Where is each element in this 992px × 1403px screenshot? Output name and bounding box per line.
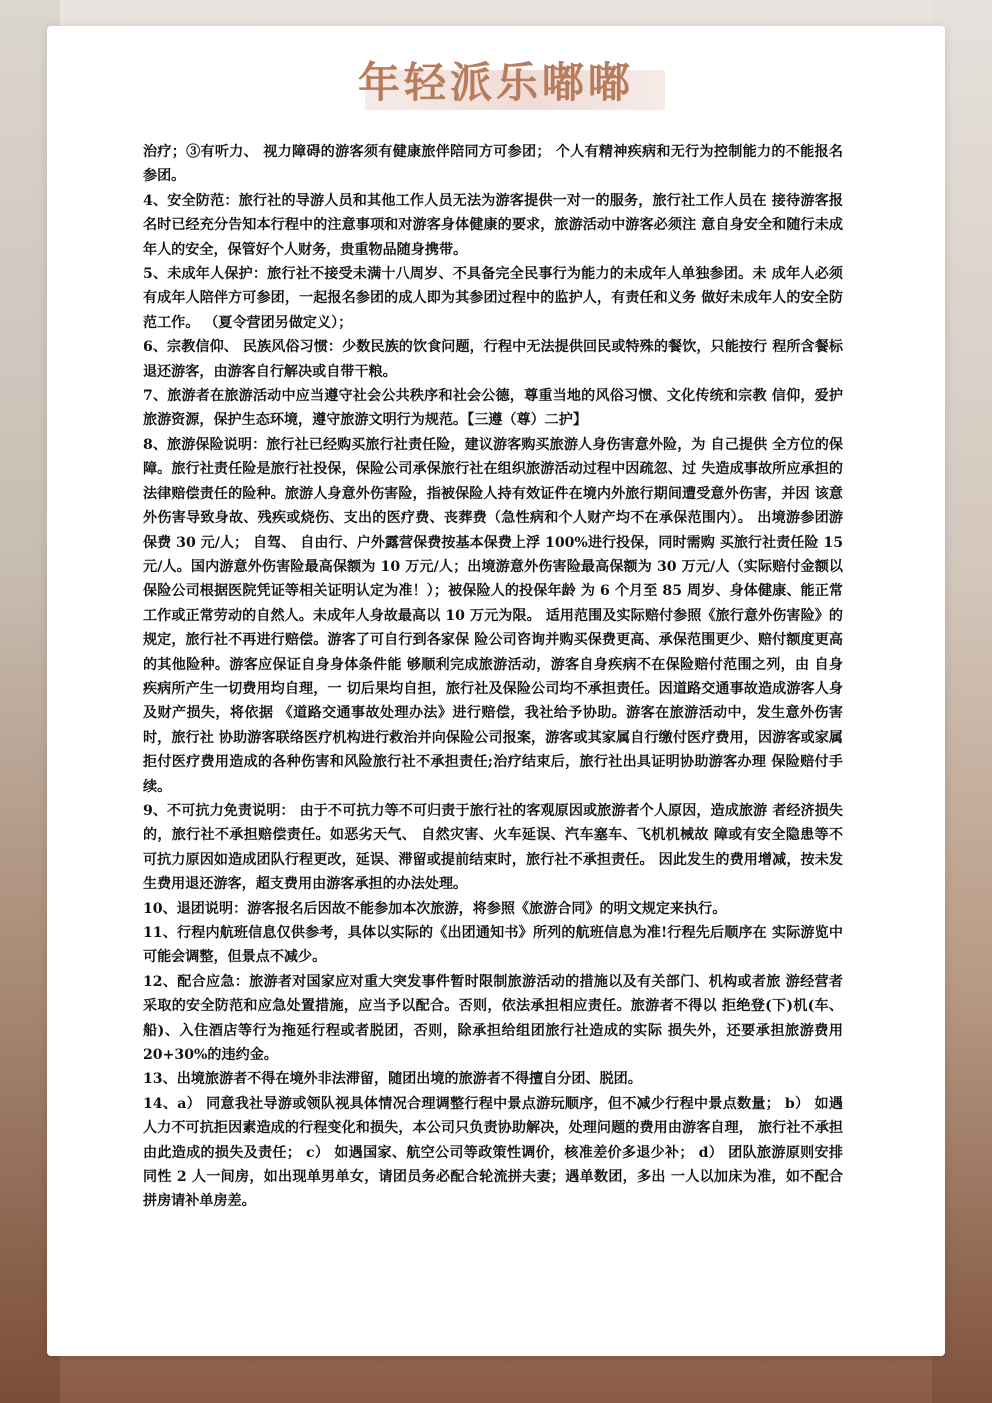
document-body bbox=[143, 140, 843, 1214]
paragraph-safety: 4、安全防范：旅行社的导游人员和其他工作人员无法为游客提供一对一的服务，旅行社工作人员在 接待游客报名时已经充分告知本行程中的注意事项和对游客身体健康的要求，旅游活动中游客必须注 意自身安全和随行未成年人的安全，保管好个人财务，贵重物品随身携带。 bbox=[143, 192, 843, 258]
paragraph-insurance: 8、旅游保险说明：旅行社已经购买旅行社责任险，建议游客购买旅游人身伤害意外险，为 自己提供 全方位的保障。旅行社责任险是旅行社投保，保险公司承保旅行社在组织旅游活动过程中因疏忽、过 失造成事故所应承担的法律赔偿责任的险种。旅游人身意外伤害险，指被保险人持有效证件在境内外旅行期间遭受意外伤害，并因 该意外伤害导致身故、残疾或烧伤、支出的医疗费、丧葬费（急性病和个人财产均不在承保范围内）。 出境游参团游保费 30 元/人； 自驾、 自由行、户外露营保费按基本保费上浮 100%进行投保，同时需购 买旅行社责任险 15 元/人。国内游意外伤害险最高保额为 10 万元/人；出境游意外伤害险最高保额为 30 万元/人（实际赔付金额以保险公司根据医院凭证等相关证明认定为准！）；被保险人的投保年龄 为 6 个月至 85 周岁、身体健康、能正常工作或正常劳动的自然人。未成年人身故最高以 10 万元为限。 适用范围及实际赔付参照《旅行意外伤害险》的规定，旅行社不再进行赔偿。游客了可自行到各家保 险公司咨询并购买保费更高、承保范围更少、赔付额度更高的其他险种。游客应保证自身身体条件能 够顺利完成旅游活动，游客自身疾病不在保险赔付范围之列，由 自身疾病所产生一切费用均自理，一 切后果均自担，旅行社及保险公司均不承担责任。因道路交通事故造成游客人身及财产损失，将依据 《道路交通事故处理办法》进行赔偿，我社给予协助。游客在旅游活动中，发生意外伤害时，旅行社 协助游客联络医疗机构进行救治并向保险公司报案，游客或其家属自行缴付医疗费用，因游客或家属 拒付医疗费用造成的各种伤害和风险旅行社不承担责任;治疗结束后，旅行社出具证明协助游客办理 保险赔付手续。 bbox=[143, 436, 843, 795]
paragraph-emergency: 12、配合应急：旅游者对国家应对重大突发事件暂时限制旅游活动的措施以及有关部门、机构或者旅 游经营者采取的安全防范和应急处置措施，应当予以配合。否则，依法承担相应责任。旅游者不得以 拒绝登(下)机(车、船)、入住酒店等行为拖延行程或者脱团，否则，除承担给组团旅行社造成的实际 损失外，还要承担旅游费用 20+30%的违约金。 bbox=[143, 973, 843, 1064]
paragraph-force-majeure: 9、不可抗力免责说明： 由于不可抗力等不可归责于旅行社的客观原因或旅游者个人原因，造成旅游 者经济损失的，旅行社不承担赔偿责任。如恶劣天气、 自然灾害、火车延误、汽车塞车、飞机机械故 障或有安全隐患等不可抗力原因如造成团队行程更改，延误、滞留或提前结束时，旅行社不承担责任。 因此发生的费用增减，按未发生费用退还游客，超支费用由游客承担的办法处理。 bbox=[143, 802, 843, 893]
page-title: 年轻派乐嘟嘟 bbox=[357, 58, 634, 107]
paragraph-treatment: 治疗；③有听力、 视力障碍的游客须有健康旅伴陪同方可参团； 个人有精神疾病和无行为控制能力的不能报名参团。 bbox=[143, 144, 843, 185]
paragraph-cancellation: 10、退团说明：游客报名后因故不能参加本次旅游，将参照《旅游合同》的明文规定来执行。 bbox=[143, 900, 727, 917]
paragraph-overstay: 13、出境旅游者不得在境外非法滞留，随团出境的旅游者不得擅自分团、脱团。 bbox=[143, 1071, 642, 1088]
paragraph-minors: 5、未成年人保护：旅行社不接受未满十八周岁、不具备完全民事行为能力的未成年人单独参团。未 成年人必须有成年人陪伴方可参团，一起报名参团的成人即为其参团过程中的监护人，有责任和义务 做好未成年人的安全防范工作。 （夏令营团另做定义）； bbox=[143, 266, 843, 331]
paragraph-religion: 6、宗教信仰、 民族风俗习惯：少数民族的饮食问题，行程中无法提供回民或特殊的餐饮，只能按行 程所含餐标退还游客，由游客自行解决或自带干粮。 bbox=[143, 339, 843, 380]
document-header bbox=[47, 32, 945, 122]
paragraph-flights: 11、行程内航班信息仅供参考，具体以实际的《出团通知书》所列的航班信息为准!行程先后顺序在 实际游览中可能会调整，但景点不减少。 bbox=[143, 925, 843, 966]
paragraph-arrangements: 14、a） 同意我社导游或领队视具体情况合理调整行程中景点游玩顺序，但不减少行程中景点数量； b） 如遇人力不可抗拒因素造成的行程变化和损失，本公司只负责协助解决，处理问题的费用由游客自理， 旅行社不承担由此造成的损失及责任； c） 如遇国家、航空公司等政策性调价，核准差价多退少补； d） 团队旅游原则安排同性 2 人一间房，如出现单男单女，请团员务必配合轮流拼夫妻；遇单数团，多出 一人以加床为准，如不配合拼房请补单房差。 bbox=[143, 1095, 843, 1210]
paragraph-public-order: 7、旅游者在旅游活动中应当遵守社会公共秩序和社会公德，尊重当地的风俗习惯、文化传统和宗教 信仰，爱护旅游资源，保护生态环境，遵守旅游文明行为规范。【三遵（尊）二护】 bbox=[143, 388, 843, 429]
